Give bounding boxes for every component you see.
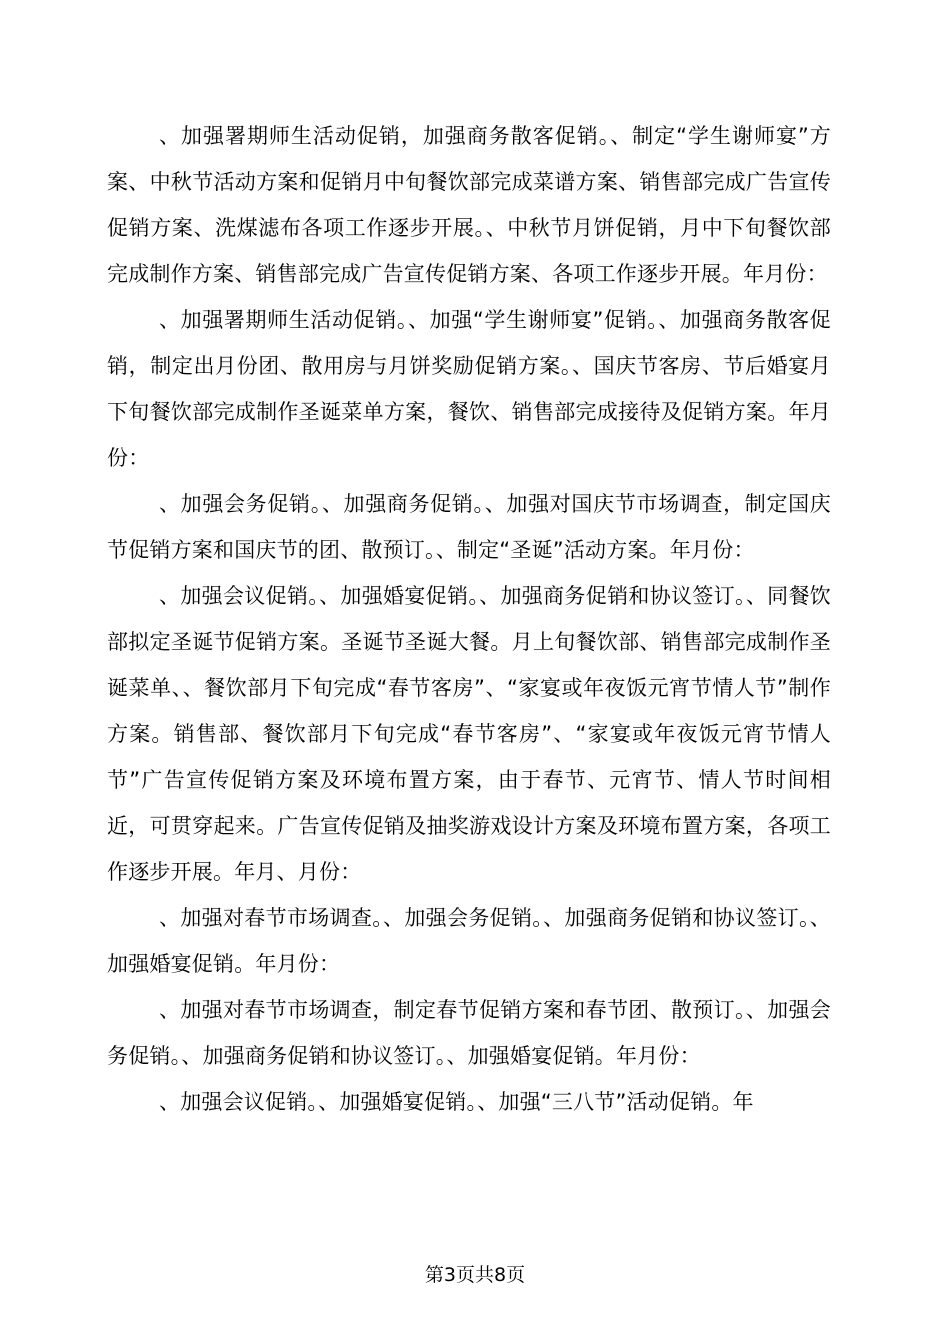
paragraph-5: 、加强对春节市场调查。、加强会务促销。、加强商务促销和协议签订。、加强婚宴促销。年月份： [107,906,831,976]
page-number: 第3页共8页 [424,1264,526,1286]
paragraph-1: 、加强署期师生活动促销，加强商务散客促销。、制定“学生谢师宴”方案、中秋节活动方案和促销月中旬餐饮部完成菜谱方案、销售部完成广告宣传促销方案、洗煤滤布各项工作逐步开展。、中秋节月饼促销，月中下旬餐饮部完成制作方案、销售部完成广告宣传促销方案、各项工作逐步开展。年月份： [107,124,831,286]
paragraph-2: 、加强署期师生活动促销。、加强“学生谢师宴”促销。、加强商务散客促销，制定出月份团、散用房与月饼奖励促销方案。、国庆节客房、节后婚宴月下旬餐饮部完成制作圣诞菜单方案，餐饮、销售部完成接待及促销方案。年月份： [107,308,831,470]
paragraph-4: 、加强会议促销。、加强婚宴促销。、加强商务促销和协议签订。、同餐饮部拟定圣诞节促销方案。圣诞节圣诞大餐。月上旬餐饮部、销售部完成制作圣诞菜单、、餐饮部月下旬完成“春节客房”、“家宴或年夜饭元宵节情人节”制作方案。销售部、餐饮部月下旬完成“春节客房”、“家宴或年夜饭元宵节情人节”广告宣传促销方案及环境布置方案，由于春节、元宵节、情人节时间相近，可贯穿起来。广告宣传促销及抽奖游戏设计方案及环境布置方案，各项工作逐步开展。年月、月份： [107,584,831,884]
paragraph-6: 、加强对春节市场调查，制定春节促销方案和春节团、散预订。、加强会务促销。、加强商务促销和协议签订。、加强婚宴促销。年月份： [107,998,831,1068]
paragraph-7: 、加强会议促销。、加强婚宴促销。、加强“三八节”活动促销。年 [159,1090,754,1114]
paragraph-3: 、加强会务促销。、加强商务促销。、加强对国庆节市场调查，制定国庆节促销方案和国庆节的团、散预订。、制定“圣诞”活动方案。年月份： [107,492,831,562]
page-footer [0,1262,950,1288]
body-text [107,113,831,1125]
